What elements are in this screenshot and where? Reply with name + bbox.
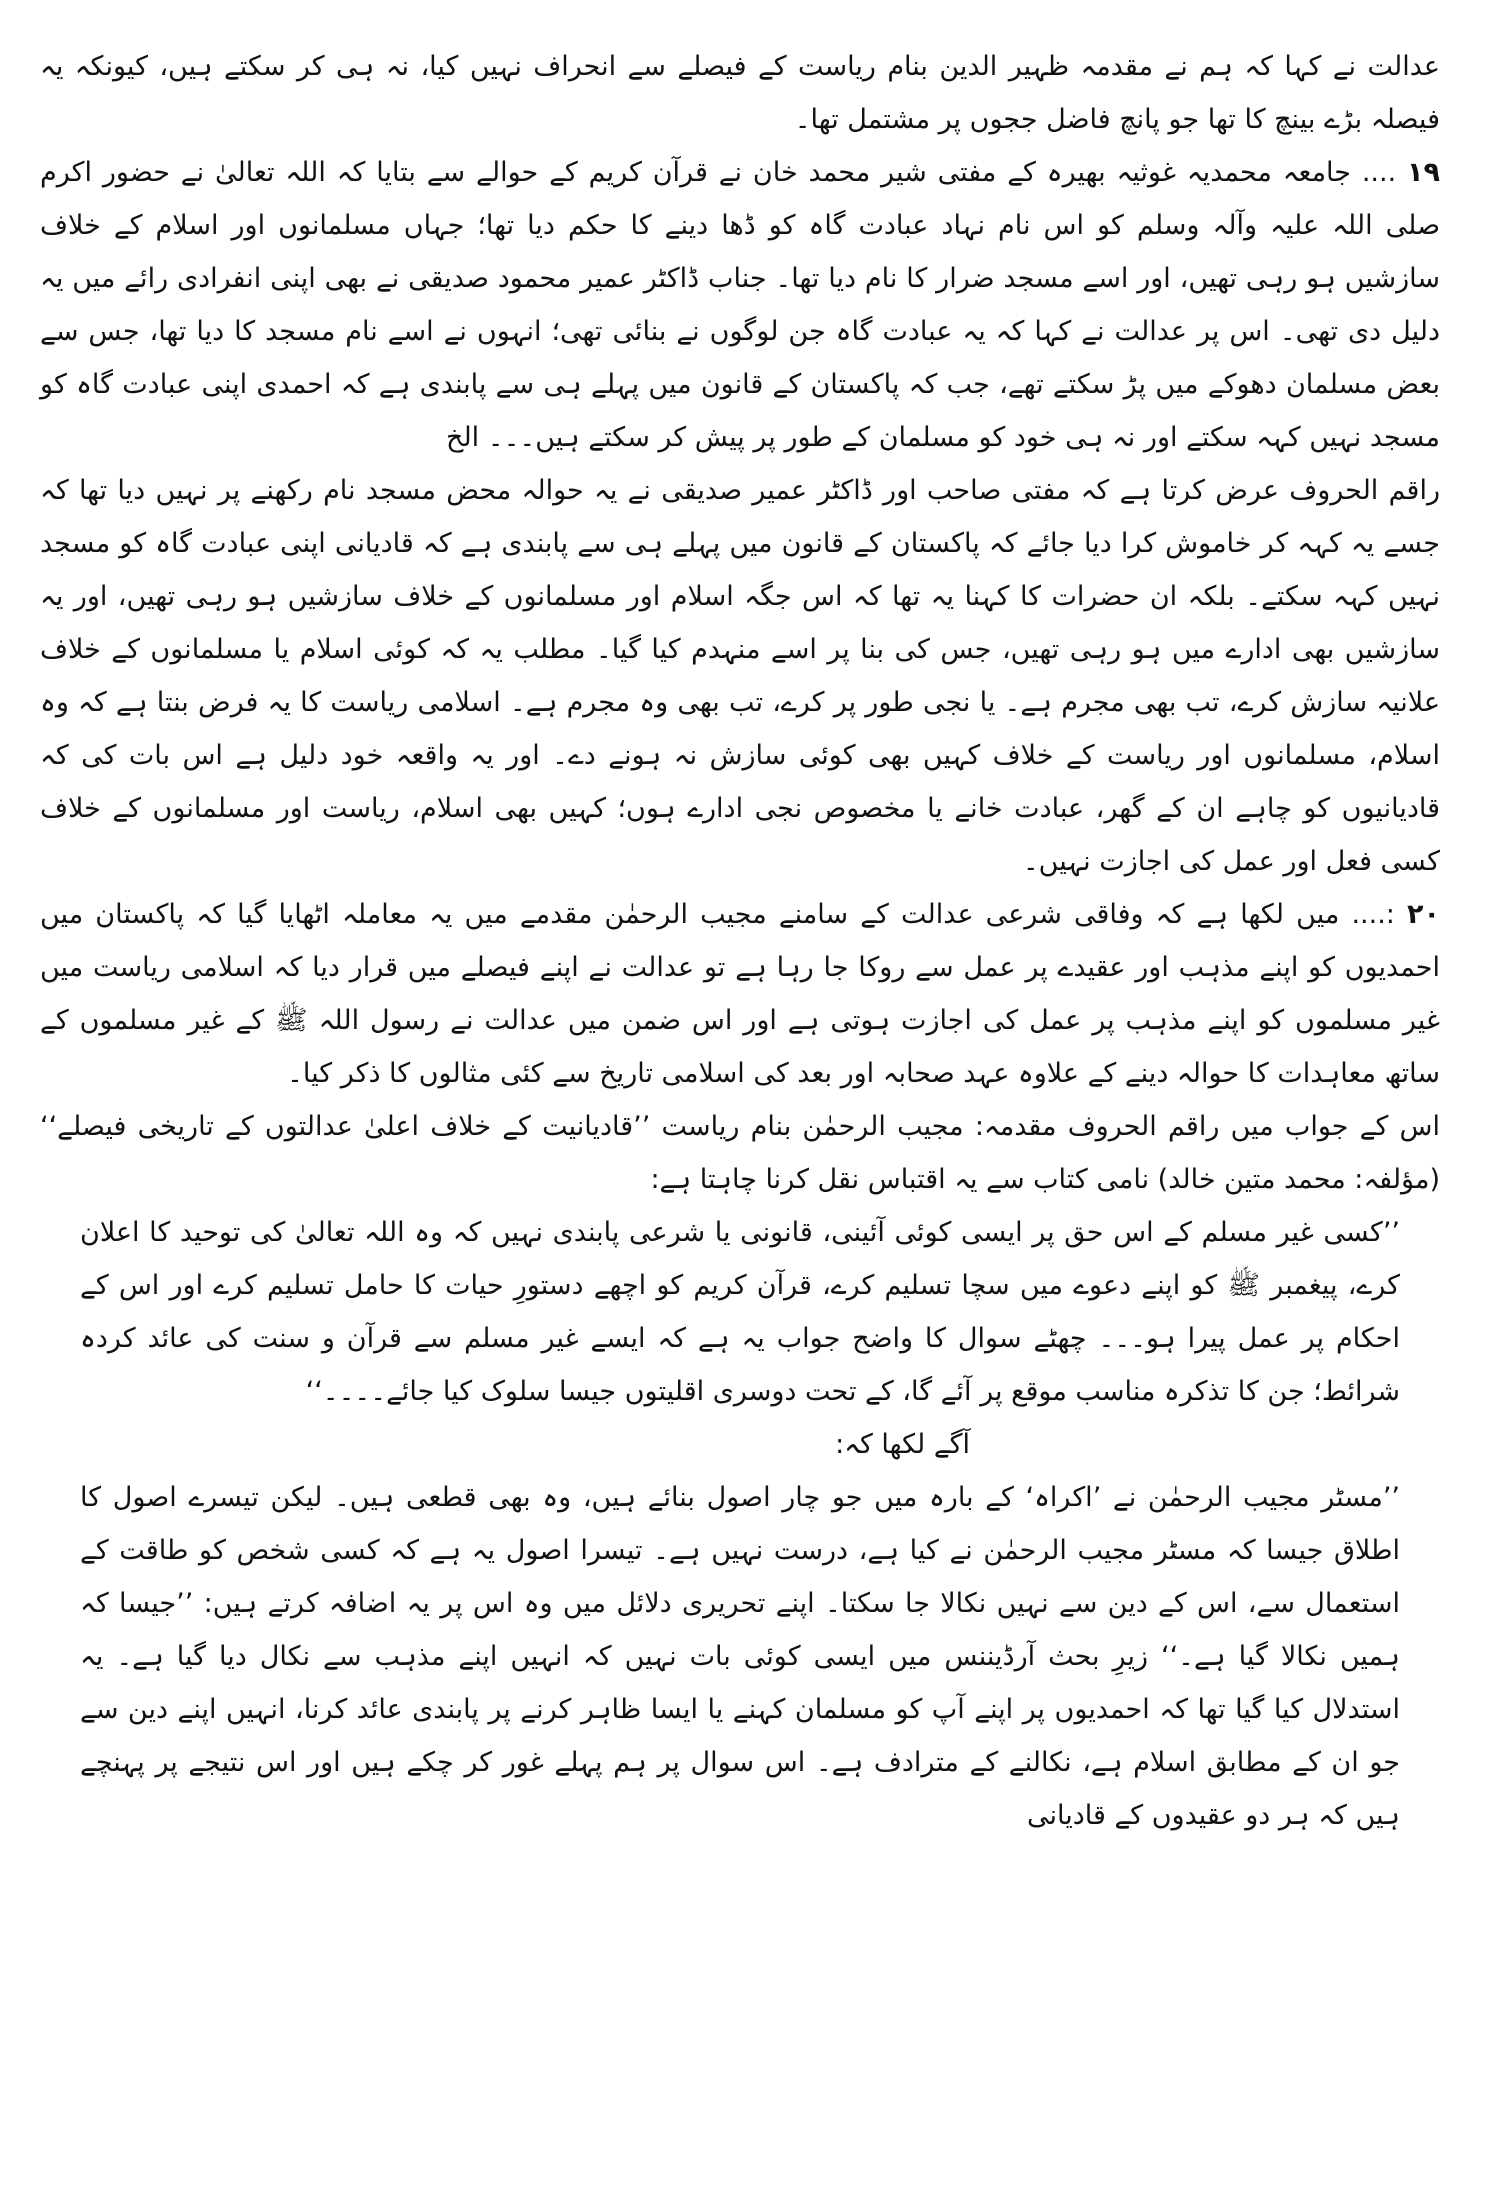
paragraph-text: عدالت نے کہا کہ ہم نے مقدمہ ظہیر الدین بنام ریاست کے فیصلے سے انحراف نہیں کیا، نہ ہی کر سکتے ہیں، کیونکہ یہ فیصلہ بڑے بینچ کا تھا جو پانچ فاضل ججوں پر مشتمل تھا۔ [40,51,1440,135]
quote-text: ’’کسی غیر مسلم کے اس حق پر ایسی کوئی آئینی، قانونی یا شرعی پابندی نہیں کہ وہ اللہ تعالیٰ کی توحید کا اعلان کرے، پیغمبر ﷺ کو اپنے دعوے میں سچا تسلیم کرے، قرآن کریم کو اچھے دستورِ حیات کا حامل تسلیم کرے اور اس کے احکام پر عمل پیرا ہو۔۔۔ چھٹے سوال کا واضح جواب یہ ہے کہ ایسے غیر مسلم سے قرآن و سنت کی عائد کردہ شرائط؛ جن کا تذکرہ مناسب موقع پر آئے گا، کے تحت دوسری اقلیتوں جیسا سلوک کیا جائے۔۔۔۔‘‘ [80,1217,1400,1407]
quote-text: ’’مسٹر مجیب الرحمٰن نے ’اکراہ‘ کے بارہ میں جو چار اصول بنائے ہیں، وہ بھی قطعی ہیں۔ لیکن تیسرے اصول کا اطلاق جیسا کہ مسٹر مجیب الرحمٰن نے کیا ہے، درست نہیں ہے۔ تیسرا اصول یہ ہے کہ کسی شخص کو طاقت کے استعمال سے، اس کے دین سے نہیں نکالا جا سکتا۔ اپنے تحریری دلائل میں وہ اس پر یہ اضافہ کرتے ہیں: ’’جیسا کہ ہمیں نکالا گیا ہے۔‘‘ زیرِ بحث آرڈیننس میں ایسی کوئی بات نہیں کہ انہیں اپنے مذہب سے نکال دیا گیا ہے۔ یہ استدلال کیا گیا تھا کہ احمدیوں پر اپنے آپ کو مسلمان کہنے یا ایسا ظاہر کرنے پر پابندی عائد کرنا، انہیں اپنے دین سے جو ان کے مطابق اسلام ہے، نکالنے کے مترادف ہے۔ اس سوال پر ہم پہلے غور کر چکے ہیں اور اس نتیجے پر پہنچے ہیں کہ ہر دو عقیدوں کے قادیانی [80,1482,1400,1831]
paragraph-19 [40,146,1440,464]
lead-in-text: آگے لکھا کہ: [835,1429,970,1460]
quote-lead-in [40,1418,1440,1471]
paragraph-number: ۱۹ [1407,157,1440,188]
paragraph-book-reference [40,1100,1440,1206]
paragraph-text: راقم الحروف عرض کرتا ہے کہ مفتی صاحب اور ڈاکٹر عمیر صدیقی نے یہ حوالہ محض مسجد نام رکھنے پر نہیں دیا تھا کہ جسے یہ کہہ کر خاموش کرا دیا جائے کہ پاکستان کے قانون میں پہلے ہی سے پابندی ہے کہ قادیانی اپنی عبادت گاہ کو مسجد نہیں کہہ سکتے۔ بلکہ ان حضرات کا کہنا یہ تھا کہ اس جگہ اسلام اور مسلمانوں کے خلاف سازشیں ہو رہی تھیں، اور یہ سازشیں بھی ادارے میں ہو رہی تھیں، جس کی بنا پر اسے منہدم کیا گیا۔ مطلب یہ کہ کوئی اسلام یا مسلمانوں کے خلاف علانیہ سازش کرے، تب بھی مجرم ہے۔ یا نجی طور پر کرے، تب بھی وہ مجرم ہے۔ اسلامی ریاست کا یہ فرض بنتا ہے کہ وہ اسلام، مسلمانوں اور ریاست کے خلاف کہیں بھی کوئی سازش نہ ہونے دے۔ اور یہ واقعہ خود دلیل ہے اس بات کی کہ قادیانیوں کو چاہے ان کے گھر، عبادت خانے یا مخصوص نجی ادارے ہوں؛ کہیں بھی اسلام، ریاست اور مسلمانوں کے خلاف کسی فعل اور عمل کی اجازت نہیں۔ [40,475,1440,877]
paragraph-court-precedent [40,40,1440,146]
paragraph-number: ۲۰ [1407,899,1440,930]
paragraph-20 [40,888,1440,1100]
block-quote-second [40,1471,1440,1842]
paragraph-text: :.... میں لکھا ہے کہ وفاقی شرعی عدالت کے سامنے مجیب الرحمٰن مقدمے میں یہ معاملہ اٹھایا گیا کہ پاکستان میں احمدیوں کو اپنے مذہب اور عقیدے پر عمل سے روکا جا رہا ہے تو عدالت نے اپنے فیصلے میں قرار دیا کہ اسلامی ریاست میں غیر مسلموں کو اپنے مذہب پر عمل کی اجازت ہوتی ہے اور اس ضمن میں عدالت نے رسول اللہ ﷺ کے غیر مسلموں کے ساتھ معاہدات کا حوالہ دینے کے علاوہ عہد صحابہ اور بعد کی اسلامی تاریخ سے کئی مثالوں کا ذکر کیا۔ [40,899,1440,1089]
block-quote-first [40,1206,1440,1418]
paragraph-text: .... جامعہ محمدیہ غوثیہ بھیرہ کے مفتی شیر محمد خان نے قرآن کریم کے حوالے سے بتایا کہ اللہ تعالیٰ نے حضور اکرم صلی اللہ علیہ وآلہ وسلم کو اس نام نہاد عبادت گاہ کو ڈھا دینے کا حکم دیا تھا؛ جہاں مسلمانوں اور اسلام کے خلاف سازشیں ہو رہی تھیں، اور اسے مسجد ضرار کا نام دیا تھا۔ جناب ڈاکٹر عمیر محمود صدیقی نے بھی اپنی انفرادی رائے میں یہ دلیل دی تھی۔ اس پر عدالت نے کہا کہ یہ عبادت گاہ جن لوگوں نے بنائی تھی؛ انہوں نے اسے نام مسجد کا دیا تھا، جس سے بعض مسلمان دھوکے میں پڑ سکتے تھے، جب کہ پاکستان کے قانون میں پہلے ہی سے پابندی ہے کہ احمدی اپنی عبادت گاہ کو مسجد نہیں کہہ سکتے اور نہ ہی خود کو مسلمان کے طور پر پیش کر سکتے ہیں۔۔۔ الخ [40,157,1440,453]
paragraph-text: اس کے جواب میں راقم الحروف مقدمہ: مجیب الرحمٰن بنام ریاست ’’قادیانیت کے خلاف اعلیٰ عدالتوں کے تاریخی فیصلے‘‘ (مؤلفہ: محمد متین خالد) نامی کتاب سے یہ اقتباس نقل کرنا چاہتا ہے: [40,1111,1440,1195]
paragraph-author-response [40,464,1440,888]
